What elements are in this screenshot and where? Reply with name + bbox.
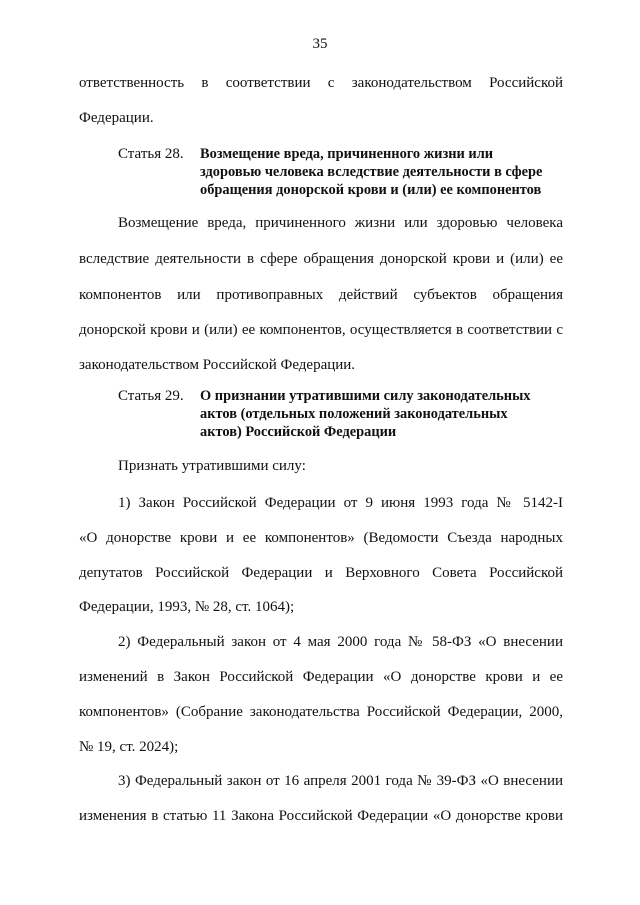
list-item-3-line: изменения в статью 11 Закона Российской Федерации «О донорстве крови xyxy=(79,808,563,824)
list-item-1-line: Федерации, 1993, № 28, ст. 1064); xyxy=(79,599,295,615)
list-item-2-line: изменений в Закон Российской Федерации «О донорстве крови и ее xyxy=(79,669,563,685)
article-28-paragraph-line: вследствие деятельности в сфере обращения донорской крови и (или) ее xyxy=(79,251,563,267)
list-item-1-line: депутатов Российской Федерации и Верховного Совета Российской xyxy=(79,565,563,581)
body-line: ответственность в соответствии с законодательством Российской xyxy=(79,75,563,91)
article-28-paragraph-line: донорской крови и (или) ее компонентов, осуществляется в соответствии с xyxy=(79,322,563,338)
article-28-paragraph-line: Возмещение вреда, причиненного жизни или здоровью человека xyxy=(118,215,563,231)
page-number: 35 xyxy=(312,36,328,52)
list-item-1-line: 1) Закон Российской Федерации от 9 июня 1993 года № 5142-I xyxy=(118,495,563,511)
body-line: Федерации. xyxy=(79,110,154,126)
article-29-title-line: О признании утратившими силу законодательных xyxy=(200,388,531,404)
article-29-title-line: актов (отдельных положений законодательных xyxy=(200,406,508,422)
article-28-title-line: обращения донорской крови и (или) ее компонентов xyxy=(200,182,542,198)
article-28-title-line: здоровью человека вследствие деятельности в сфере xyxy=(200,164,543,180)
article-29-intro: Признать утратившими силу: xyxy=(118,458,306,474)
article-28-title-line: Возмещение вреда, причиненного жизни или xyxy=(200,146,494,162)
list-item-2-line: № 19, ст. 2024); xyxy=(79,739,179,755)
article-28-number: Статья 28. xyxy=(118,146,184,162)
list-item-3-line: 3) Федеральный закон от 16 апреля 2001 года № 39-ФЗ «О внесении xyxy=(118,773,563,789)
article-29-title-line: актов) Российской Федерации xyxy=(200,424,397,440)
list-item-1-line: «О донорстве крови и ее компонентов» (Ведомости Съезда народных xyxy=(79,530,563,546)
list-item-2-line: 2) Федеральный закон от 4 мая 2000 года № 58-ФЗ «О внесении xyxy=(118,634,563,650)
article-29-number: Статья 29. xyxy=(118,388,184,404)
article-28-paragraph-line: компонентов или противоправных действий субъектов обращения xyxy=(79,287,563,303)
list-item-2-line: компонентов» (Собрание законодательства Российской Федерации, 2000, xyxy=(79,704,563,720)
article-28-paragraph-line: законодательством Российской Федерации. xyxy=(79,357,356,373)
